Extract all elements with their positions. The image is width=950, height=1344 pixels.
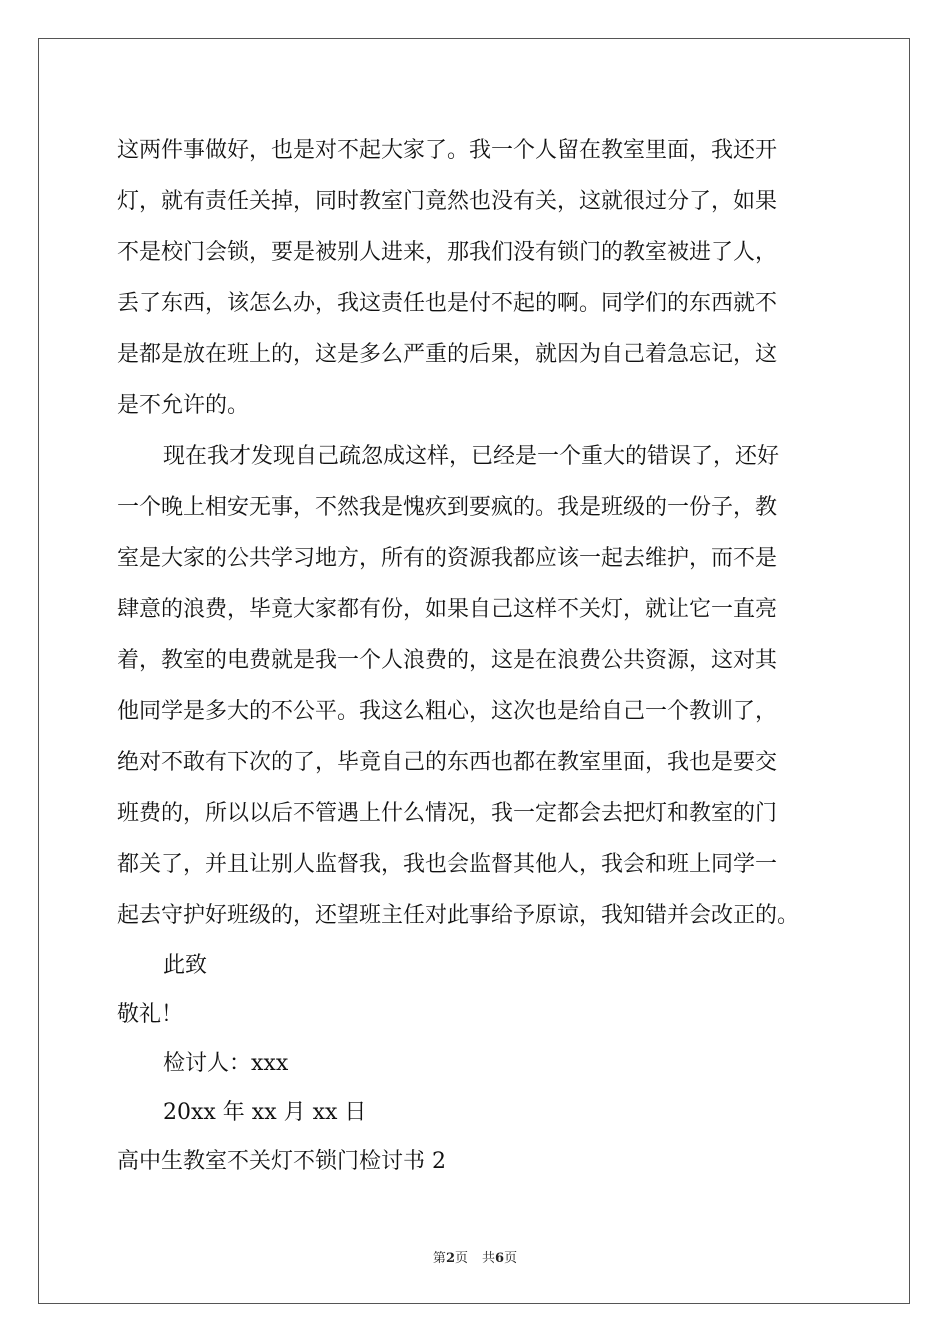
text-line: 绝对不敢有下次的了，毕竟自己的东西也都在教室里面，我也是要交 (117, 750, 778, 775)
paragraph-1 (117, 125, 837, 431)
text-line: 丢了东西，该怎么办，我这责任也是付不起的啊。同学们的东西就不 (117, 291, 778, 316)
text-line: 都关了，并且让别人监督我，我也会监督其他人，我会和班上同学一 (117, 852, 778, 877)
closing-salutation: 此致 (163, 953, 208, 978)
text-line: 是都是放在班上的，这是多么严重的后果，就因为自己着急忘记，这 (117, 342, 778, 367)
signature: 检讨人：xxx (163, 1051, 289, 1076)
total-suffix: 页 (504, 1251, 518, 1266)
next-section-title: 高中生教室不关灯不锁门检讨书 2 (117, 1149, 446, 1174)
page-suffix: 页 (454, 1251, 468, 1266)
text-line: 室是大家的公共学习地方，所有的资源我都应该一起去维护，而不是 (117, 546, 778, 571)
text-line: 着，教室的电费就是我一个人浪费的，这是在浪费公共资源，这对其 (117, 648, 778, 673)
text-line: 这两件事做好，也是对不起大家了。我一个人留在教室里面，我还开 (117, 138, 778, 163)
page-current: 2 (445, 1251, 455, 1266)
text-line: 现在我才发现自己疏忽成这样，已经是一个重大的错误了，还好 (163, 444, 780, 469)
text-line: 灯，就有责任关掉，同时教室门竟然也没有关，这就很过分了，如果 (117, 189, 778, 214)
text-line: 是不允许的。 (117, 393, 250, 418)
document-body (117, 125, 837, 1186)
text-line: 不是校门会锁，要是被别人进来，那我们没有锁门的教室被进了人， (117, 240, 778, 265)
text-line: 一个晚上相安无事，不然我是愧疚到要疯的。我是班级的一份子，教 (117, 495, 778, 520)
page-footer (0, 1247, 950, 1266)
text-line: 班费的，所以以后不管遇上什么情况，我一定都会去把灯和教室的门 (117, 801, 778, 826)
text-line: 肆意的浪费，毕竟大家都有份，如果自己这样不关灯，就让它一直亮 (117, 597, 778, 622)
page-prefix: 第 (432, 1251, 446, 1266)
page-total: 6 (495, 1251, 505, 1266)
text-line: 他同学是多大的不公平。我这么粗心，这次也是给自己一个教训了， (117, 699, 778, 724)
text-line: 起去守护好班级的，还望班主任对此事给予原谅，我知错并会改正的。 (117, 903, 800, 928)
date: 20xx 年 xx 月 xx 日 (163, 1100, 367, 1125)
total-prefix: 共 (482, 1251, 496, 1266)
closing-block (117, 941, 837, 1186)
closing-regards: 敬礼！ (117, 1002, 184, 1027)
paragraph-2 (117, 431, 837, 941)
